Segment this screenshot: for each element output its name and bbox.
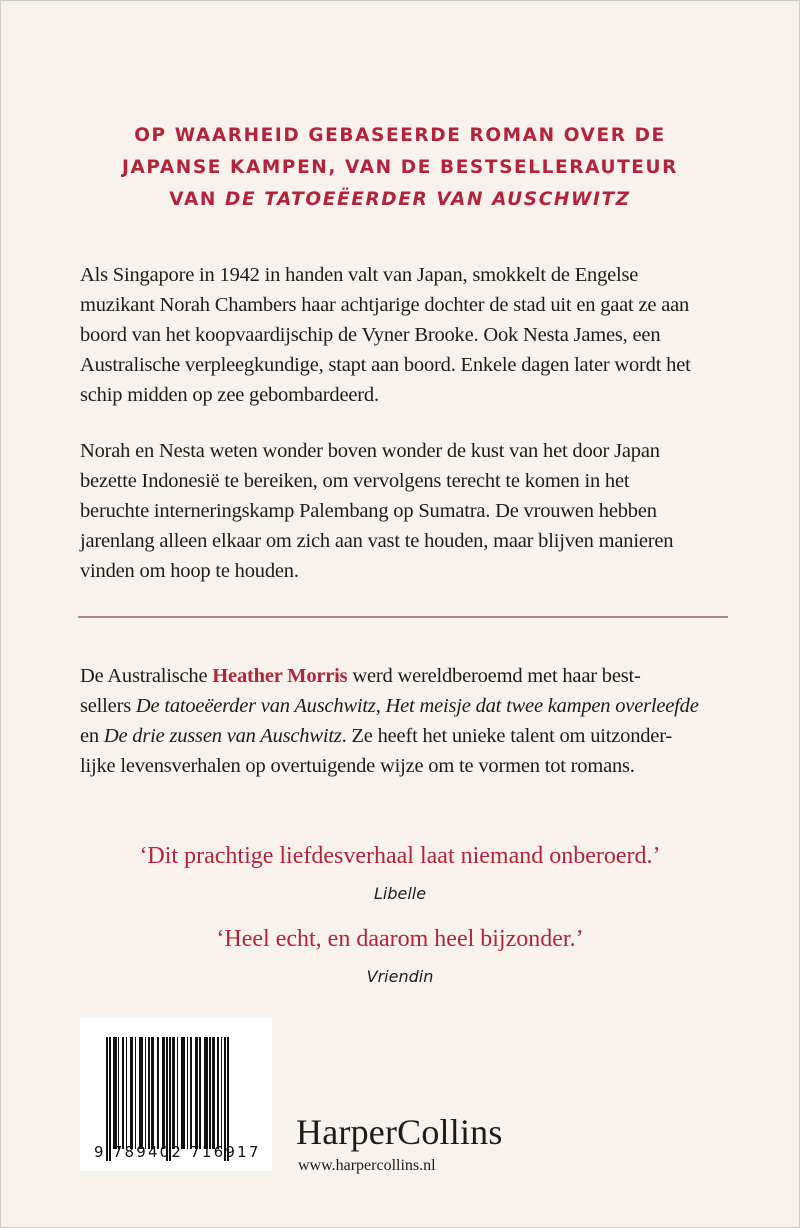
text-fragment: De Australische	[80, 665, 213, 687]
text-line	[80, 661, 740, 691]
author-name: Heather Morris	[212, 665, 348, 687]
synopsis-paragraph-2	[80, 436, 740, 586]
text-line: vinden om hoop te houden.	[80, 560, 299, 582]
text-fragment: ,	[375, 695, 386, 717]
tagline-line-2: JAPANSE KAMPEN, VAN DE BESTSELLERAUTEUR	[121, 157, 678, 178]
review-quote-2: ‘Heel echt, en daarom heel bijzonder.’	[216, 926, 584, 952]
tagline-line-1: OP WAARHEID GEBASEERDE ROMAN OVER DE	[134, 125, 666, 146]
synopsis-paragraph-1	[80, 260, 740, 410]
text-line: bezette Indonesië te bereiken, om vervolgens terecht te komen in het	[80, 470, 630, 492]
author-bio	[80, 661, 740, 781]
book-title: De tatoeëerder van Auschwitz	[135, 695, 376, 717]
text-line: Australische verpleegkundige, stapt aan boord. Enkele dagen later wordt het	[80, 354, 691, 376]
barcode-bars-icon	[106, 1037, 229, 1157]
text-line: boord van het koopvaardijschip de Vyner Brooke. Ook Nesta James, een	[80, 324, 661, 346]
text-line: Als Singapore in 1942 in handen valt van Japan, smokkelt de Engelse	[80, 264, 639, 286]
publisher-url: www.harpercollins.nl	[298, 1157, 436, 1174]
review-quote-1: ‘Dit prachtige liefdesverhaal laat niemand onberoerd.’	[139, 843, 661, 869]
isbn-barcode	[80, 1017, 272, 1171]
text-line: Norah en Nesta weten wonder boven wonder de kust van het door Japan	[80, 440, 660, 462]
publisher-logo: HarperCollins	[296, 1112, 503, 1152]
text-line: beruchte interneringskamp Palembang op Sumatra. De vrouwen hebben	[80, 500, 657, 522]
text-line	[80, 691, 740, 721]
tagline-line-3-prefix: VAN	[169, 189, 226, 210]
tagline-book-title: DE TATOEËERDER VAN AUSCHWITZ	[225, 189, 631, 210]
book-title: De drie zussen van Auschwitz	[103, 725, 342, 747]
text-fragment: sellers	[80, 695, 136, 717]
text-fragment: werd wereldberoemd met haar best-	[347, 665, 641, 687]
review-source-2: Vriendin	[366, 967, 434, 986]
text-fragment: en	[80, 725, 104, 747]
text-line: lijke levensverhalen op overtuigende wijze om te vormen tot romans.	[80, 755, 635, 777]
text-fragment: . Ze heeft het unieke talent om uitzonder-	[341, 725, 673, 747]
text-line: schip midden op zee gebombardeerd.	[80, 384, 379, 406]
text-line: muzikant Norah Chambers haar achtjarige dochter de stad uit en gaat ze aan	[80, 294, 690, 316]
isbn-digits: 9 789402 716917	[94, 1143, 261, 1161]
section-divider	[78, 616, 728, 618]
tagline-line-3	[0, 184, 800, 216]
text-line: jarenlang alleen elkaar om zich aan vast te houden, maar blijven manieren	[80, 530, 674, 552]
text-line	[80, 721, 740, 751]
review-source-1: Libelle	[373, 884, 427, 903]
tagline-headline	[0, 120, 800, 216]
book-title: Het meisje dat twee kampen overleefde	[385, 695, 699, 717]
